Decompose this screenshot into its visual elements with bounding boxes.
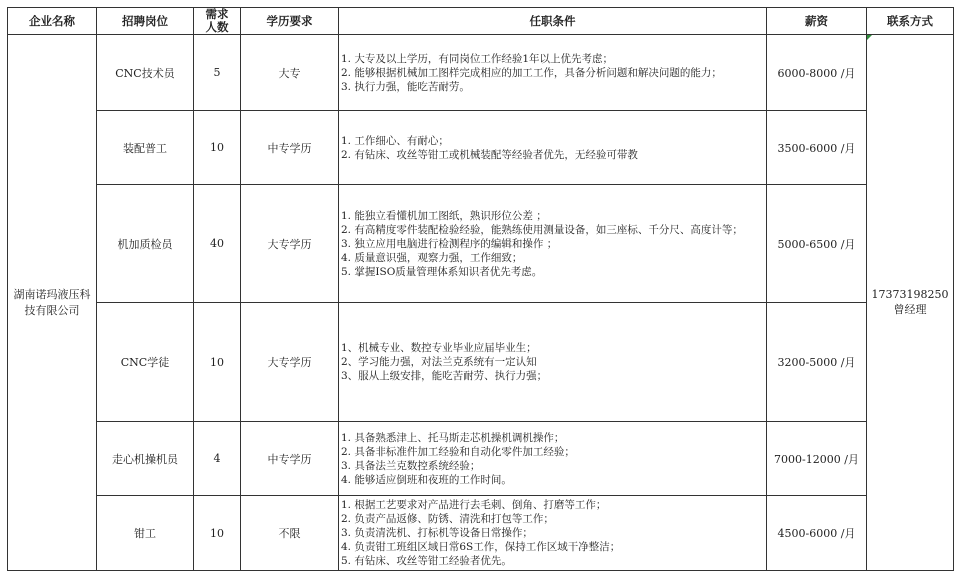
requirement-line: 4. 能够适应倒班和夜班的工作时间。 bbox=[341, 473, 512, 486]
requirements-cell bbox=[339, 422, 767, 496]
position-cell: 走心机操机员 bbox=[97, 422, 194, 496]
requirement-line: 4. 质量意识强，观察力强，工作细致； bbox=[341, 251, 523, 264]
requirement-line: 1. 工作细心、有耐心； bbox=[341, 134, 449, 147]
salary-cell: 4500-6000 /月 bbox=[767, 496, 867, 571]
education-cell: 大专学历 bbox=[241, 185, 339, 303]
requirement-line: 3. 执行力强，能吃苦耐劳。 bbox=[341, 80, 470, 93]
table-row bbox=[8, 303, 954, 422]
requirement-line: 2、学习能力强，对法兰克系统有一定认知 bbox=[341, 356, 537, 368]
count-cell: 4 bbox=[194, 422, 241, 496]
contact-cell bbox=[867, 35, 954, 571]
header-position: 招聘岗位 bbox=[97, 8, 194, 35]
requirement-line: 1. 大专及以上学历，有同岗位工作经验1年以上优先考虑； bbox=[341, 52, 614, 65]
requirement-line: 1. 根据工艺要求对产品进行去毛刺、倒角、打磨等工作； bbox=[341, 499, 607, 511]
header-company: 企业名称 bbox=[8, 8, 97, 35]
table-row bbox=[8, 496, 954, 571]
requirement-line: 3. 具备法兰克数控系统经验； bbox=[341, 459, 481, 472]
education-cell: 中专学历 bbox=[241, 422, 339, 496]
requirement-line: 5. 掌握ISO质量管理体系知识者优先考虑。 bbox=[341, 265, 543, 278]
salary-cell: 6000-8000 /月 bbox=[767, 35, 867, 111]
requirement-line: 2. 负责产品返修、防锈、清洗和打包等工作； bbox=[341, 513, 554, 525]
header-count bbox=[194, 8, 241, 35]
table-row bbox=[8, 35, 954, 111]
requirement-line: 4. 负责钳工班组区域日常6S工作，保持工作区域干净整洁； bbox=[341, 541, 621, 553]
count-cell: 10 bbox=[194, 111, 241, 185]
requirement-line: 2. 有钻床、攻丝等钳工或机械装配等经验者优先，无经验可带教 bbox=[341, 148, 638, 161]
requirement-line: 5. 有钻床、攻丝等钳工经验者优先。 bbox=[341, 555, 512, 567]
header-requirements: 任职条件 bbox=[339, 8, 767, 35]
position-cell: CNC技术员 bbox=[97, 35, 194, 111]
requirement-line: 1、机械专业、数控专业毕业应届毕业生； bbox=[341, 342, 537, 354]
header-education: 学历要求 bbox=[241, 8, 339, 35]
count-cell: 10 bbox=[194, 496, 241, 571]
header-salary: 薪资 bbox=[767, 8, 867, 35]
requirements-cell bbox=[339, 35, 767, 111]
header-contact: 联系方式 bbox=[867, 8, 954, 35]
table-row bbox=[8, 111, 954, 185]
count-cell: 10 bbox=[194, 303, 241, 422]
company-name-text: 湖南诺玛液压科技有限公司 bbox=[13, 287, 91, 317]
requirement-line: 2. 有高精度零件装配检验经验，能熟练使用测量设备，如三座标、千分尺、高度计等； bbox=[341, 223, 743, 236]
requirements-cell bbox=[339, 111, 767, 185]
salary-cell: 3500-6000 /月 bbox=[767, 111, 867, 185]
requirement-line: 3. 独立应用电脑进行检测程序的编辑和操作 ； bbox=[341, 237, 558, 250]
salary-cell: 5000-6500 /月 bbox=[767, 185, 867, 303]
requirement-line: 1. 能独立看懂机加工图纸，熟识形位公差 ； bbox=[341, 209, 547, 222]
table-row bbox=[8, 185, 954, 303]
salary-cell: 3200-5000 /月 bbox=[767, 303, 867, 422]
requirement-line: 2. 具备非标准件加工经验和自动化零件加工经验； bbox=[341, 445, 575, 458]
company-name bbox=[8, 35, 97, 571]
salary-cell: 7000-12000 /月 bbox=[767, 422, 867, 496]
position-cell: 钳工 bbox=[97, 496, 194, 571]
requirement-line: 3、服从上级安排，能吃苦耐劳、执行力强； bbox=[341, 370, 548, 382]
requirement-line: 1. 具备熟悉津上、托马斯走芯机操机调机操作； bbox=[341, 431, 565, 444]
position-cell: CNC学徒 bbox=[97, 303, 194, 422]
contact-name: 曾经理 bbox=[893, 303, 927, 316]
position-cell: 装配普工 bbox=[97, 111, 194, 185]
recruitment-table bbox=[7, 7, 954, 571]
education-cell: 大专 bbox=[241, 35, 339, 111]
education-cell: 不限 bbox=[241, 496, 339, 571]
requirement-line: 2. 能够根据机械加工图样完成相应的加工工作，具备分析问题和解决问题的能力； bbox=[341, 66, 722, 79]
education-cell: 中专学历 bbox=[241, 111, 339, 185]
requirement-line: 3. 负责清洗机、打标机等设备日常操作； bbox=[341, 527, 533, 539]
header-count-label: 需求人数 bbox=[205, 7, 229, 34]
position-cell: 机加质检员 bbox=[97, 185, 194, 303]
comment-marker-icon bbox=[867, 35, 872, 40]
table-row bbox=[8, 422, 954, 496]
requirements-cell bbox=[339, 185, 767, 303]
education-cell: 大专学历 bbox=[241, 303, 339, 422]
header-row bbox=[8, 8, 954, 35]
contact-phone: 17373198250 bbox=[871, 288, 949, 301]
count-cell: 40 bbox=[194, 185, 241, 303]
requirements-cell bbox=[339, 496, 767, 571]
requirements-cell bbox=[339, 303, 767, 422]
count-cell: 5 bbox=[194, 35, 241, 111]
